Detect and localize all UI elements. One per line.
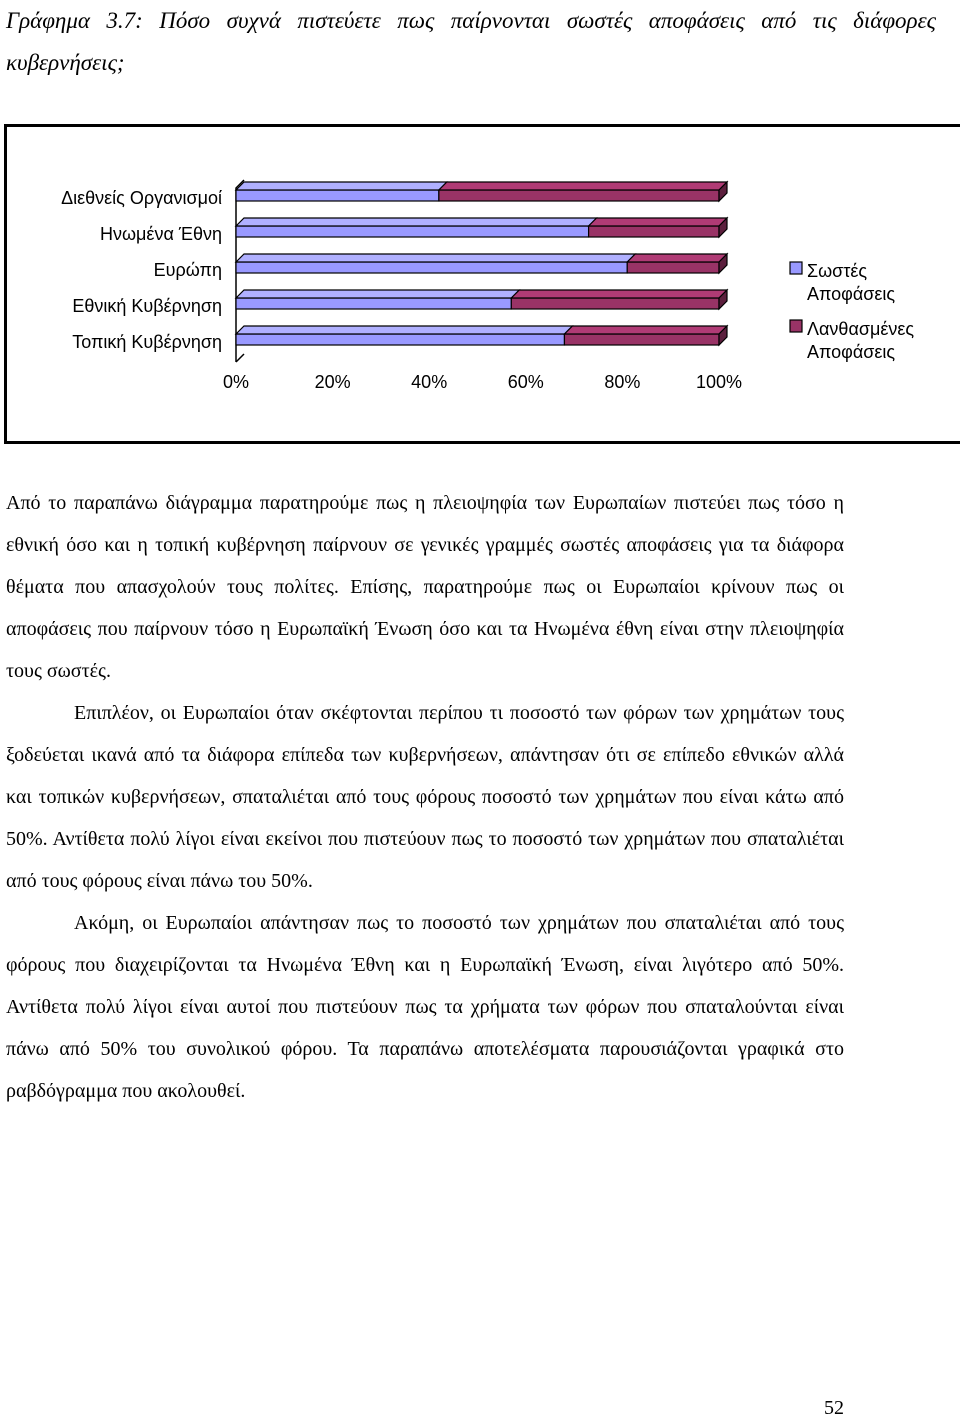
- bar-correct-0-top: [236, 182, 447, 190]
- bar-correct-1-top: [236, 218, 597, 226]
- bar-correct-4: [236, 334, 564, 345]
- bar-wrong-1-top: [589, 218, 727, 226]
- bar-wrong-0: [439, 190, 719, 201]
- category-label: Διεθνείς Οργανισμοί: [61, 188, 222, 208]
- bar-wrong-4-top: [564, 326, 727, 334]
- bar-wrong-4: [564, 334, 719, 345]
- legend-label: Σωστές: [807, 261, 868, 281]
- x-tick-label: 0%: [222, 372, 250, 392]
- legend-swatch-correct: [790, 262, 802, 274]
- bar-wrong-3: [511, 298, 719, 309]
- bar-correct-0: [236, 190, 439, 201]
- legend-label: Αποφάσεις: [807, 284, 896, 304]
- x-tick-label: 20%: [314, 372, 351, 392]
- legend-label: Λανθασμένες: [807, 319, 915, 339]
- x-tick-label: 80%: [604, 372, 641, 392]
- paragraph-1: Από το παραπάνω διάγραμμα παρατηρούμε πως η πλειοψηφία των Ευρωπαίων πιστεύει πως τόσο η εθνική όσο και η τοπική κυβέρνηση παίρνουν σε γενικές γραμμές σωστές αποφάσεις για τα διάφορα θέματα που απασχολούν τους πολίτες. Επίσης, παρατηρούμε πως οι Ευρωπαίοι κρίνουν πως οι αποφάσεις που παίρνουν τόσο η Ευρωπαϊκή Ένωση όσο και τα Ηνωμένα έθνη είναι στην πλειοψηφία τους σωστές.: [6, 492, 844, 682]
- bar-correct-3-top: [236, 290, 519, 298]
- legend-swatch-wrong: [790, 320, 802, 332]
- axis-corner-line: [236, 354, 244, 362]
- body-text: [6, 482, 844, 1112]
- bar-wrong-2-top: [627, 254, 727, 262]
- paragraph-2: Επιπλέον, οι Ευρωπαίοι όταν σκέφτονται περίπου τι ποσοστό των φόρων των χρημάτων τους ξοδεύεται ικανά από τα διάφορα επίπεδα των κυβερνήσεων, απάντησαν ότι σε επίπεδο εθνικών αλλά και τοπικών κυβερνήσεων, σπαταλιέται από τους φόρους ποσοστό των χρημάτων που είναι κάτω από 50%. Αντίθετα πολύ λίγοι είναι εκείνοι που πιστεύουν πως το ποσοστό των χρημάτων που σπαταλιέται από τους φόρους είναι πάνω του 50%.: [6, 702, 844, 892]
- stacked-bar-chart: [0, 0, 960, 450]
- paragraph-3: Ακόμη, οι Ευρωπαίοι απάντησαν πως το ποσοστό των χρημάτων που σπαταλιέται από τους φόρους που διαχειρίζονται τα Ηνωμένα Έθνη και η Ευρωπαϊκή Ένωση, είναι λιγότερο από 50%. Αντίθετα πολύ λίγοι είναι αυτοί που πιστεύουν πως τα χρήματα των φόρων που σπαταλούνται είναι πάνω από 50% του συνολικού φόρου. Τα παραπάνω αποτελέσματα παρουσιάζονται γραφικά στο ραβδόγραμμα που ακολουθεί.: [6, 912, 844, 1102]
- bar-correct-2-top: [236, 254, 635, 262]
- figure-caption: Γράφημα 3.7: Πόσο συχνά πιστεύετε πως παίρνονται σωστές αποφάσεις από τις διάφορες κυβερνήσεις;: [6, 8, 936, 75]
- bar-wrong-2: [627, 262, 719, 273]
- bar-correct-1: [236, 226, 589, 237]
- x-tick-label: 40%: [411, 372, 448, 392]
- category-label: Τοπική Κυβέρνηση: [72, 332, 222, 352]
- bar-correct-4-top: [236, 326, 572, 334]
- legend-label: Αποφάσεις: [807, 342, 896, 362]
- x-tick-label: 100%: [695, 372, 743, 392]
- category-label: Εθνική Κυβέρνηση: [72, 296, 222, 316]
- bar-wrong-3-top: [511, 290, 727, 298]
- page-number: 52: [824, 1397, 844, 1419]
- bar-correct-2: [236, 262, 627, 273]
- bar-correct-3: [236, 298, 511, 309]
- bar-wrong-1: [589, 226, 719, 237]
- category-label: Ηνωμένα Έθνη: [100, 224, 222, 244]
- bar-wrong-0-top: [439, 182, 727, 190]
- x-tick-label: 60%: [507, 372, 544, 392]
- category-label: Ευρώπη: [153, 260, 222, 280]
